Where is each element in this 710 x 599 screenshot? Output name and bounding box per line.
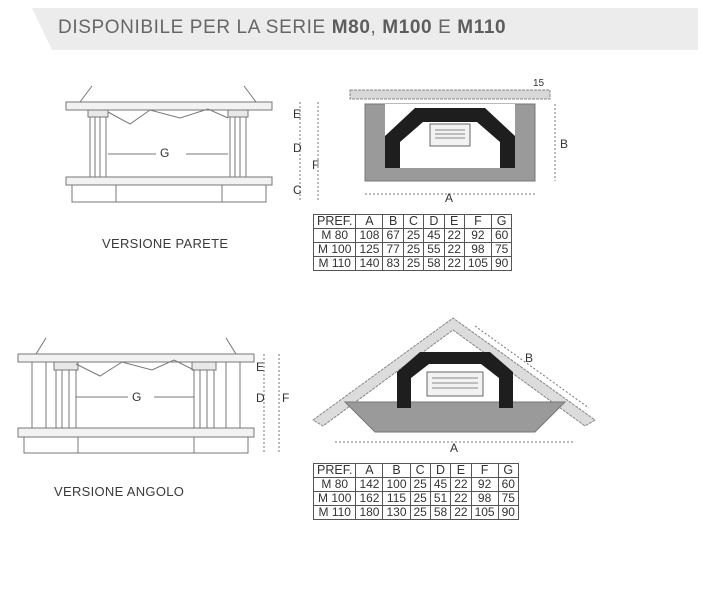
table-row [314,257,512,271]
table-cell: M 80 [314,229,356,243]
title-conjunction: E [438,17,452,38]
parete-dimensions-table [313,214,512,271]
table-cell: 92 [464,229,491,243]
table-cell: 105 [471,506,498,520]
table-cell: 22 [451,506,471,520]
angolo-front-drawing [14,334,304,459]
table-cell: 60 [491,229,511,243]
dim-label-d: D [256,391,265,405]
column-header: F [464,215,491,229]
model-m110: M110 [457,17,507,38]
parete-front-drawing [60,84,330,214]
dim-label-c: C [293,183,302,197]
column-header: C [403,215,423,229]
angolo-caption: VERSIONE ANGOLO [54,484,185,499]
column-header: PREF. [314,215,356,229]
table-cell: 90 [498,506,518,520]
column-header: A [356,464,383,478]
table-cell: 45 [424,229,444,243]
table-cell: 45 [430,478,450,492]
column-header: D [424,215,444,229]
dim-label-g: G [132,390,142,404]
dim-label-f: F [312,158,320,172]
table-cell: 75 [498,492,518,506]
table-cell: M 100 [314,243,356,257]
table-cell: 22 [451,492,471,506]
table-cell: 100 [383,478,410,492]
table-cell: 58 [430,506,450,520]
parete-caption: VERSIONE PARETE [102,236,229,251]
parete-plan-drawing [345,76,585,208]
table-cell: 25 [403,229,423,243]
table-cell: 25 [410,506,430,520]
dim-label-e: E [293,107,302,121]
angolo-dimensions-table [313,463,519,520]
table-cell: 58 [424,257,444,271]
title-prefix: DISPONIBILE PER LA SERIE [58,17,326,38]
table-row [314,478,519,492]
column-header: E [444,215,464,229]
dim-label-b: B [560,137,569,151]
table-cell: 22 [451,478,471,492]
table-cell: 22 [444,229,464,243]
table-cell: 125 [356,243,383,257]
table-cell: M 110 [314,506,356,520]
column-header: D [430,464,450,478]
table-cell: 98 [464,243,491,257]
column-header: C [410,464,430,478]
table-cell: 60 [498,478,518,492]
table-cell: 105 [464,257,491,271]
page-title [58,17,506,39]
column-header: E [451,464,471,478]
column-header: G [491,215,511,229]
table-cell: 51 [430,492,450,506]
table-cell: 108 [356,229,383,243]
table-cell: 67 [383,229,403,243]
table-cell: 75 [491,243,511,257]
table-header-row [314,464,519,478]
dim-label-a: A [450,441,459,455]
column-header: F [471,464,498,478]
table-cell: 98 [471,492,498,506]
dim-label-g: G [160,146,170,160]
column-header: G [498,464,518,478]
table-cell: 162 [356,492,383,506]
model-m100: M100 [382,17,433,38]
table-cell: 92 [471,478,498,492]
table-cell: 180 [356,506,383,520]
table-cell: 83 [383,257,403,271]
table-cell: 55 [424,243,444,257]
dim-label-thickness: 15 [533,78,545,89]
table-cell: 90 [491,257,511,271]
table-row [314,506,519,520]
column-header: A [356,215,383,229]
table-row [314,492,519,506]
table-cell: M 100 [314,492,356,506]
table-cell: 25 [403,257,423,271]
table-cell: 140 [356,257,383,271]
dim-label-f: F [282,391,290,405]
column-header: B [383,215,403,229]
table-cell: 115 [383,492,410,506]
table-row [314,243,512,257]
table-cell: 22 [444,243,464,257]
table-header-row [314,215,512,229]
table-cell: M 110 [314,257,356,271]
model-m80: M80 [331,17,371,38]
dim-label-d: D [293,141,302,155]
dim-label-a: A [445,191,454,205]
table-cell: 25 [410,478,430,492]
column-header: PREF. [314,464,356,478]
table-cell: 142 [356,478,383,492]
table-cell: 25 [403,243,423,257]
table-cell: 22 [444,257,464,271]
table-cell: 130 [383,506,410,520]
angolo-plan-drawing [305,312,605,457]
table-row [314,229,512,243]
table-cell: M 80 [314,478,356,492]
dim-label-e: E [256,360,265,374]
table-cell: 25 [410,492,430,506]
column-header: B [383,464,410,478]
dim-label-b: B [525,351,534,365]
title-separator: , [370,17,377,38]
table-cell: 77 [383,243,403,257]
